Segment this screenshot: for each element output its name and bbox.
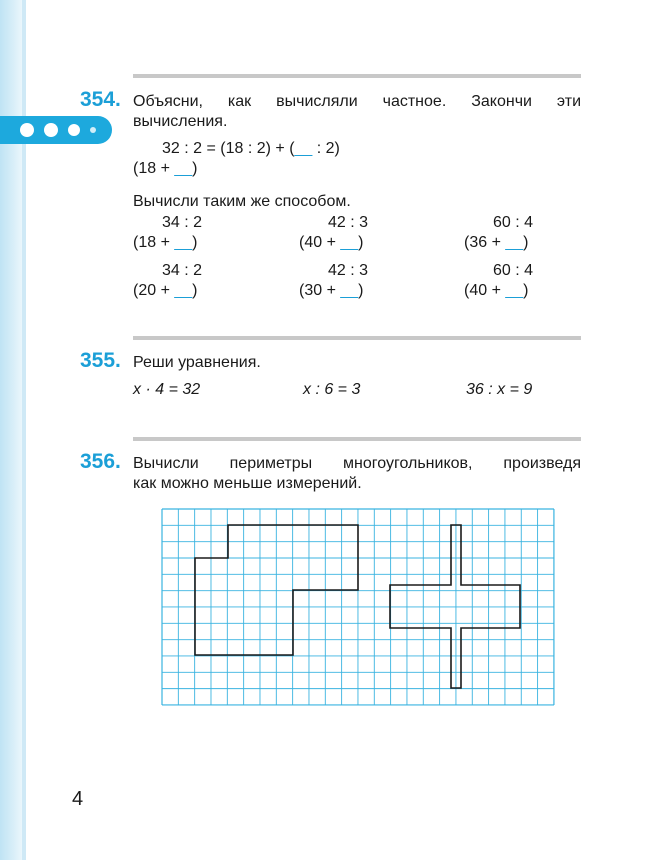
- hint-part-b: ): [192, 282, 198, 299]
- hint-blank: __: [505, 282, 524, 299]
- hint-blank: __: [340, 234, 359, 251]
- exercise-354-task: Вычисли таким же способом.: [133, 193, 351, 210]
- exercise-356-instruction-line1: Вычисли периметры многоугольников, произведя: [133, 455, 581, 472]
- example-expr-part-a: 32 : 2 = (18 : 2) + (: [162, 140, 295, 157]
- hint-part-a: (18 +: [133, 234, 175, 251]
- exercise-354-number: 354.: [80, 88, 121, 111]
- equation: x : 6 = 3: [303, 381, 361, 398]
- equation: 36 : x = 9: [466, 381, 533, 398]
- example-hint-part-b: ): [192, 160, 198, 177]
- hint-blank: __: [340, 282, 359, 299]
- hint-part-b: ): [358, 234, 364, 251]
- example-expr-part-b: : 2): [312, 140, 340, 157]
- equation: x · 4 = 32: [133, 381, 201, 398]
- hint-blank: __: [174, 282, 193, 299]
- task-expression: 34 : 2: [162, 262, 203, 279]
- exercise-354-instruction-line2: вычисления.: [133, 113, 228, 130]
- example-blank: __: [294, 140, 313, 157]
- hint-part-b: ): [192, 234, 198, 251]
- hint-part-a: (40 +: [299, 234, 341, 251]
- task-expression: 34 : 2: [162, 214, 203, 231]
- hint-blank: __: [174, 234, 193, 251]
- example-hint-blank: __: [174, 160, 193, 177]
- hint-part-a: (36 +: [464, 234, 506, 251]
- exercise-356-number: 356.: [80, 450, 121, 473]
- hint-part-b: ): [358, 282, 364, 299]
- hint-part-a: (30 +: [299, 282, 341, 299]
- task-expression: 42 : 3: [328, 214, 369, 231]
- hint-blank: __: [505, 234, 524, 251]
- example-hint-part-a: (18 +: [133, 160, 175, 177]
- exercise-356-instruction-line2: как можно меньше измерений.: [133, 475, 362, 492]
- hint-part-b: ): [523, 282, 529, 299]
- task-expression: 60 : 4: [493, 262, 534, 279]
- exercise-355-number: 355.: [80, 349, 121, 372]
- hint-part-a: (20 +: [133, 282, 175, 299]
- exercise-354-instruction-line1: Объясни, как вычисляли частное. Закончи эти: [133, 93, 581, 110]
- task-expression: 42 : 3: [328, 262, 369, 279]
- page-number: 4: [72, 788, 84, 810]
- polygon-cross-shape: [390, 525, 520, 688]
- hint-part-b: ): [523, 234, 529, 251]
- exercise-355-instruction: Реши уравнения.: [133, 354, 261, 371]
- task-expression: 60 : 4: [493, 214, 534, 231]
- hint-part-a: (40 +: [464, 282, 506, 299]
